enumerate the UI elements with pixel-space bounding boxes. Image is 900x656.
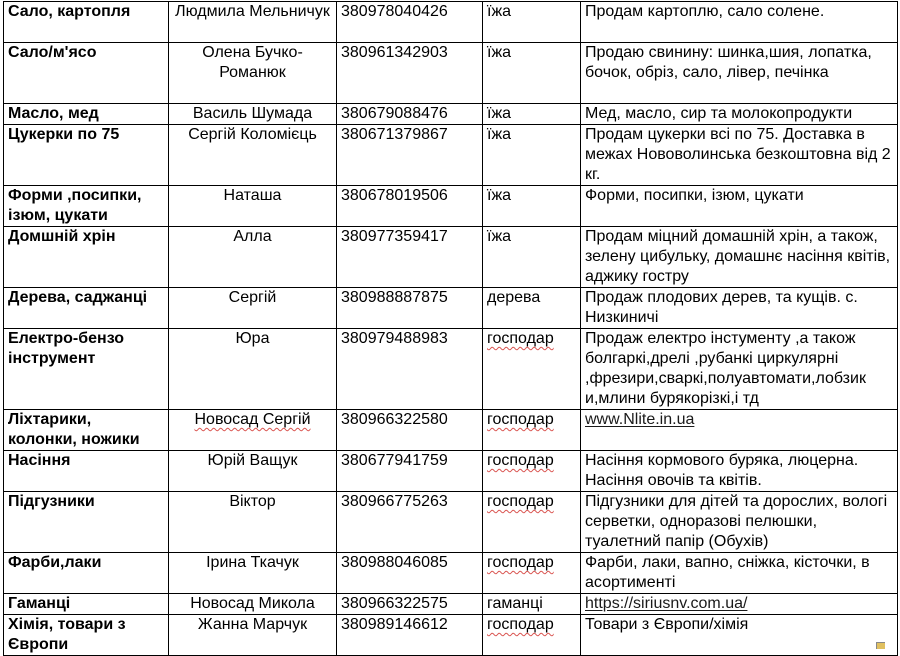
category-cell[interactable]: їжа [483, 125, 581, 186]
description-cell[interactable]: Товари з Європи/хімія [581, 615, 898, 656]
category-cell[interactable]: їжа [483, 227, 581, 288]
name-cell[interactable]: Новосад Сергій [169, 410, 337, 451]
website-link[interactable]: https://siriusnv.com.ua/ [585, 595, 748, 612]
description-cell[interactable]: Продаж плодових дерев, та кущів. с. Низкиничі [581, 288, 898, 329]
product-cell[interactable]: Гаманці [4, 594, 169, 615]
description-cell[interactable]: Насіння кормового буряка, люцерна. Насіння овочів та квітів. [581, 451, 898, 492]
table-row [4, 2, 898, 43]
category-cell[interactable]: їжа [483, 186, 581, 227]
product-cell[interactable]: Форми ,посипки, ізюм, цукати [4, 186, 169, 227]
table-row [4, 615, 898, 656]
name-cell[interactable]: Юрій Ващук [169, 451, 337, 492]
phone-cell[interactable]: 380677941759 [337, 451, 483, 492]
description-cell[interactable]: Форми, посипки, ізюм, цукати [581, 186, 898, 227]
phone-cell[interactable]: 380671379867 [337, 125, 483, 186]
category-cell[interactable]: господар [483, 451, 581, 492]
phone-cell[interactable]: 380678019506 [337, 186, 483, 227]
name-cell[interactable]: Алла [169, 227, 337, 288]
description-cell[interactable]: Підгузники для дітей та дорослих, вологі серветки, одноразові пелюшки, туалетний папір (Обухів) [581, 492, 898, 553]
name-cell[interactable]: Людмила Мельничук [169, 2, 337, 43]
description-cell[interactable]: Продам картоплю, сало солене. [581, 2, 898, 43]
phone-cell[interactable]: 380966322575 [337, 594, 483, 615]
description-cell[interactable]: Продам міцний домашній хрін, а також, зелену цибульку, домашнє насіння квітів, аджику гостру [581, 227, 898, 288]
category-cell[interactable]: господар [483, 615, 581, 656]
website-link[interactable]: www.Nlite.in.ua [585, 411, 695, 428]
product-cell[interactable]: Цукерки по 75 [4, 125, 169, 186]
phone-cell[interactable]: 380978040426 [337, 2, 483, 43]
table-row [4, 125, 898, 186]
category-cell[interactable]: дерева [483, 288, 581, 329]
product-cell[interactable]: Підгузники [4, 492, 169, 553]
product-cell[interactable]: Насіння [4, 451, 169, 492]
product-cell[interactable]: Дерева, саджанці [4, 288, 169, 329]
name-cell[interactable]: Наташа [169, 186, 337, 227]
category-cell[interactable]: господар [483, 553, 581, 594]
product-cell[interactable]: Сало/м'ясо [4, 43, 169, 104]
table-row [4, 594, 898, 615]
phone-cell[interactable]: 380988046085 [337, 553, 483, 594]
vendors-table [3, 1, 898, 656]
description-cell[interactable]: Продаж електро інстументу ,а також болгаркі,дрелі ,рубанкі циркулярні ,фрезири,сваркі,полуавтомати,лобзик и,млини бурякорізкі,і тд [581, 329, 898, 410]
phone-cell[interactable]: 380679088476 [337, 104, 483, 125]
product-cell[interactable]: Хімія, товари з Європи [4, 615, 169, 656]
category-cell[interactable]: господар [483, 329, 581, 410]
name-cell[interactable]: Сергій [169, 288, 337, 329]
name-cell[interactable]: Юра [169, 329, 337, 410]
phone-cell[interactable]: 380961342903 [337, 43, 483, 104]
name-cell[interactable]: Жанна Марчук [169, 615, 337, 656]
table-row [4, 43, 898, 104]
table-row [4, 186, 898, 227]
name-cell[interactable]: Новосад Микола [169, 594, 337, 615]
product-cell[interactable]: Масло, мед [4, 104, 169, 125]
phone-cell[interactable]: 380977359417 [337, 227, 483, 288]
phone-cell[interactable]: 380988887875 [337, 288, 483, 329]
category-cell[interactable]: господар [483, 492, 581, 553]
table-row [4, 553, 898, 594]
product-cell[interactable]: Фарби,лаки [4, 553, 169, 594]
phone-cell[interactable]: 380979488983 [337, 329, 483, 410]
product-cell[interactable]: Сало, картопля [4, 2, 169, 43]
paste-options-icon[interactable] [876, 642, 885, 649]
product-cell[interactable]: Ліхтарики, колонки, ножики [4, 410, 169, 451]
phone-cell[interactable]: 380989146612 [337, 615, 483, 656]
name-cell[interactable]: Василь Шумада [169, 104, 337, 125]
product-cell[interactable]: Домшній хрін [4, 227, 169, 288]
category-cell[interactable]: гаманці [483, 594, 581, 615]
table-row [4, 451, 898, 492]
category-cell[interactable]: їжа [483, 104, 581, 125]
name-cell[interactable]: Віктор [169, 492, 337, 553]
table-row [4, 329, 898, 410]
phone-cell[interactable]: 380966775263 [337, 492, 483, 553]
name-cell[interactable]: Олена Бучко-Романюк [169, 43, 337, 104]
description-cell[interactable]: Продаю свинину: шинка,шия, лопатка, бочок, обріз, сало, лівер, печінка [581, 43, 898, 104]
name-cell[interactable]: Ірина Ткачук [169, 553, 337, 594]
table-row [4, 104, 898, 125]
table-row [4, 227, 898, 288]
table-row [4, 492, 898, 553]
table-row [4, 410, 898, 451]
description-cell[interactable]: Мед, масло, сир та молокопродукти [581, 104, 898, 125]
category-cell[interactable]: їжа [483, 43, 581, 104]
product-cell[interactable]: Електро-бензо інструмент [4, 329, 169, 410]
phone-cell[interactable]: 380966322580 [337, 410, 483, 451]
name-cell[interactable]: Сергій Коломієць [169, 125, 337, 186]
table-row [4, 288, 898, 329]
category-cell[interactable]: господар [483, 410, 581, 451]
description-cell[interactable]: Фарби, лаки, вапно, сніжка, кісточки, в асортименті [581, 553, 898, 594]
description-cell[interactable]: Продам цукерки всі по 75. Доставка в межах Нововолинська безкоштовна від 2 кг. [581, 125, 898, 186]
category-cell[interactable]: їжа [483, 2, 581, 43]
